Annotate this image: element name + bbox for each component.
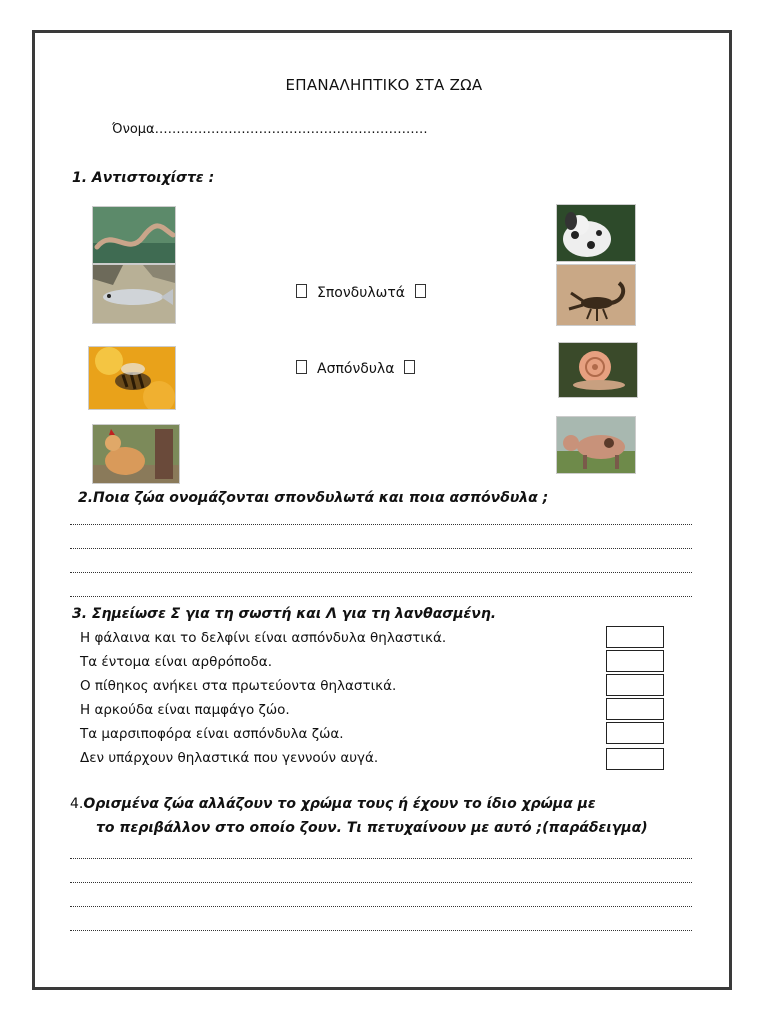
worksheet-title: ΕΠΑΝΑΛΗΠΤΙΚΟ ΣΤΑ ΖΩΑ <box>285 76 483 94</box>
answer-box-3[interactable] <box>606 674 664 696</box>
answer-line[interactable] <box>70 572 692 573</box>
category-vertebrates-label: Σπονδυλωτά <box>317 285 405 301</box>
question-1-label: 1. Αντιστοιχίστε : <box>72 170 215 186</box>
answer-box-2[interactable] <box>606 650 664 672</box>
answer-box-5[interactable] <box>606 722 664 744</box>
answer-box-4[interactable] <box>606 698 664 720</box>
bee-photo <box>88 346 176 410</box>
checkbox-left-icon <box>296 360 307 374</box>
answer-line[interactable] <box>70 906 692 907</box>
answer-line[interactable] <box>70 882 692 883</box>
statement-3: Ο πίθηκος ανήκει στα πρωτεύοντα θηλαστικά. <box>80 678 397 694</box>
answer-line[interactable] <box>70 930 692 931</box>
category-invertebrates-label: Ασπόνδυλα <box>317 361 395 377</box>
answer-box-6[interactable] <box>606 748 664 770</box>
worm-photo <box>92 206 176 264</box>
question-4-line-1 <box>70 796 596 812</box>
answer-box-1[interactable] <box>606 626 664 648</box>
answer-line[interactable] <box>70 596 692 597</box>
category-vertebrates <box>286 284 436 301</box>
statement-2: Τα έντομα είναι αρθρόποδα. <box>80 654 272 670</box>
question-2-label: 2.Ποια ζώα ονομάζονται σπονδυλωτά και ποια ασπόνδυλα ; <box>78 490 549 506</box>
question-4-number: 4. <box>70 796 84 812</box>
checkbox-left-icon <box>296 284 307 298</box>
statement-1: Η φάλαινα και το δελφίνι είναι ασπόνδυλα θηλαστικά. <box>80 630 447 646</box>
name-line: Όνομα……………………………………………………… <box>112 122 428 137</box>
chicken-photo <box>92 424 180 484</box>
question-4-text-1: Ορισμένα ζώα αλλάζουν το χρώμα τους ή έχουν το ίδιο χρώμα με <box>83 796 596 812</box>
checkbox-right-icon <box>404 360 415 374</box>
scorpion-photo <box>556 264 636 326</box>
statement-6: Δεν υπάρχουν θηλαστικά που γεννούν αυγά. <box>80 750 379 766</box>
statement-4: Η αρκούδα είναι παμφάγο ζώο. <box>80 702 290 718</box>
dog-photo <box>556 204 636 262</box>
fish-photo <box>92 264 176 324</box>
question-4-line-2: το περιβάλλον στο οποίο ζουν. Τι πετυχαίνουν με αυτό ;(παράδειγμα) <box>96 820 648 836</box>
snail-photo <box>558 342 638 398</box>
answer-line[interactable] <box>70 524 692 525</box>
cow-photo <box>556 416 636 474</box>
question-3-label: 3. Σημείωσε Σ για τη σωστή και Λ για τη λανθασμένη. <box>72 606 497 622</box>
category-invertebrates <box>286 360 425 377</box>
statement-5: Τα μαρσιποφόρα είναι ασπόνδυλα ζώα. <box>80 726 344 742</box>
checkbox-right-icon <box>415 284 426 298</box>
answer-line[interactable] <box>70 548 692 549</box>
answer-line[interactable] <box>70 858 692 859</box>
